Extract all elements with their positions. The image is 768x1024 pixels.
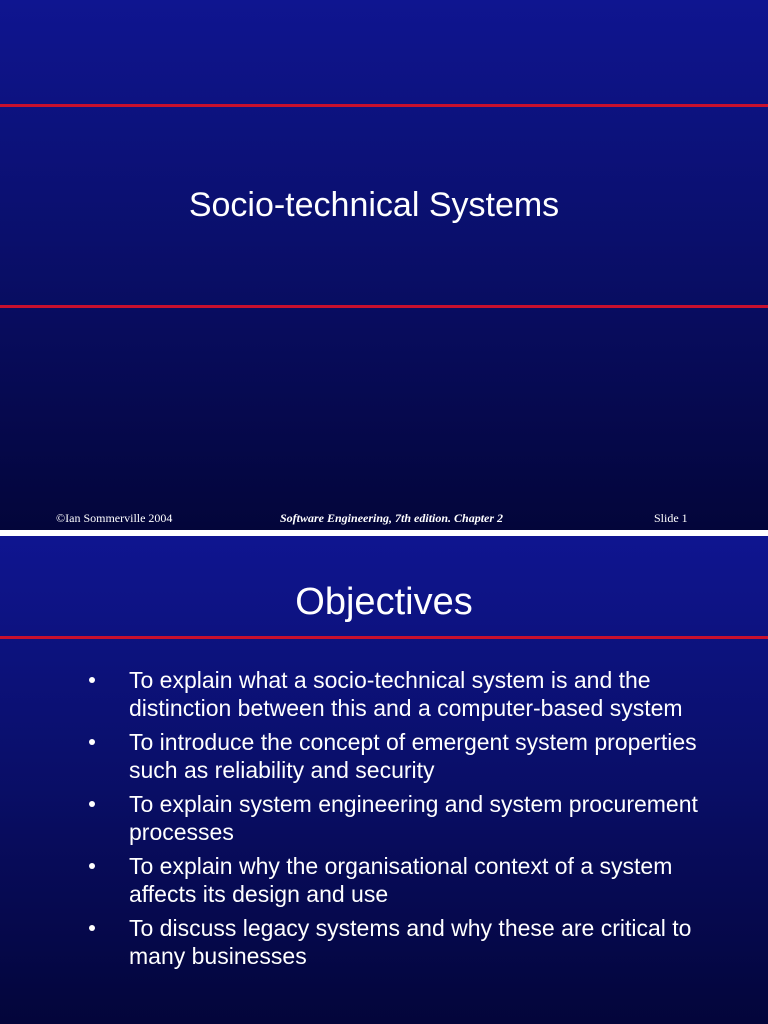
list-item-text: To explain what a socio-technical system is and the distinction between this and a computer-based system: [129, 667, 683, 721]
top-divider: [0, 104, 768, 107]
list-item-text: To introduce the concept of emergent system properties such as reliability and security: [129, 729, 697, 783]
list-item: [0, 728, 768, 784]
slide-2: [0, 536, 768, 1024]
bullet-icon: [89, 925, 95, 931]
list-item: [0, 666, 768, 722]
footer-copyright: ©Ian Sommerville 2004: [56, 511, 173, 525]
bullet-icon: [89, 739, 95, 745]
list-item-text: To explain system engineering and system procurement processes: [129, 791, 698, 845]
objectives-list: [0, 666, 768, 976]
footer-slide-number: Slide 1: [654, 511, 688, 525]
list-item-text: To discuss legacy systems and why these are critical to many businesses: [129, 915, 692, 969]
list-item-text: To explain why the organisational context of a system affects its design and use: [129, 853, 673, 907]
slide-title: Socio-technical Systems: [188, 186, 560, 224]
list-item: [0, 852, 768, 908]
bullet-icon: [89, 863, 95, 869]
bottom-divider: [0, 305, 768, 308]
footer-book-title: Software Engineering, 7th edition. Chapter 2: [280, 511, 504, 525]
title-divider: [0, 636, 768, 639]
bullet-icon: [89, 677, 95, 683]
list-item: [0, 914, 768, 970]
slide-title: Objectives: [295, 581, 473, 623]
bullet-icon: [89, 801, 95, 807]
list-item: [0, 790, 768, 846]
